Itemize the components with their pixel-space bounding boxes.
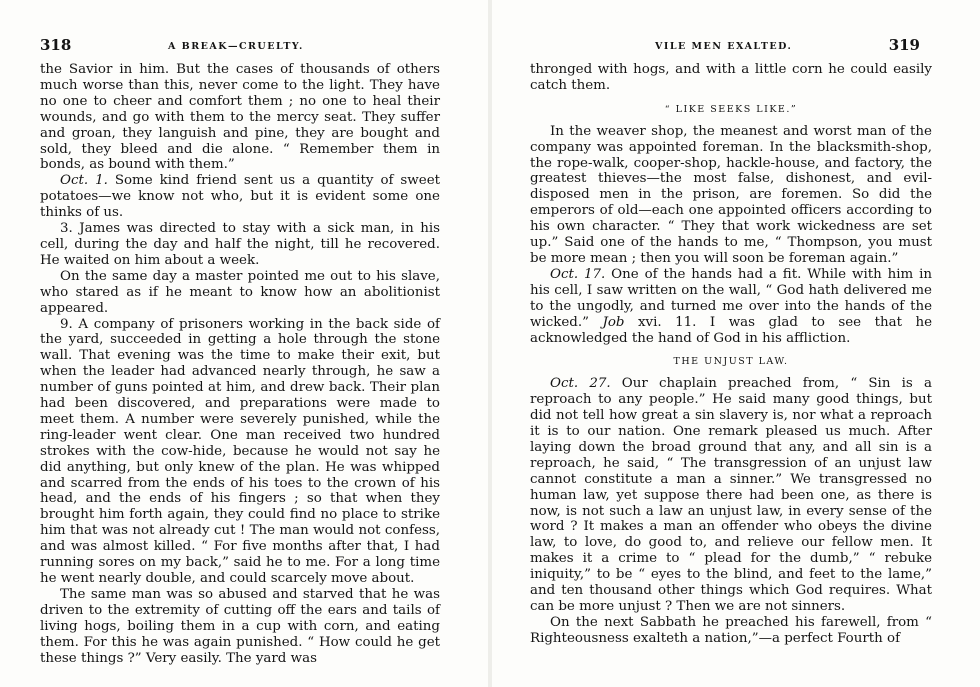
right-running-head: VILE MEN EXALTED. (655, 41, 793, 52)
right-page-body (530, 62, 932, 647)
entry-date: Oct. 17. (550, 266, 606, 282)
paragraph (40, 173, 440, 221)
paragraph-text: One of the hands had a fit. While with him in his cell, I saw written on the wall, “ God hath delivered me to the ungodly, and turned me over into the hands of the wicked.” (530, 266, 932, 330)
entry-date: Oct. 1. (60, 173, 108, 189)
entry-date: Oct. 27. (550, 376, 611, 392)
scripture-reference: Job (602, 314, 625, 330)
paragraph: thronged with hogs, and with a little corn he could easily catch them. (530, 62, 932, 93)
right-page (490, 0, 980, 687)
left-page-header (0, 36, 490, 58)
paragraph: 9. A company of prisoners working in the back side of the yard, succeeded in getting a hole through the stone wall. That evening was the time to make their exit, but when the leader had advanced nearly through, he saw a number of guns pointed at him, and drew back. Their plan had been discovered, and preparations were made to meet them. A number were severely punished, while the ring-leader went clear. One man received two hundred strokes with the cow-hide, because he would not say he did anything, but only knew of the plan. He was whipped and scarred from the ends of his toes to the crown of his head, and the ends of his fingers ; so that when they brought him forth again, they could find no place to strike him that was not already cut ! The man would not confess, and was almost killed. “ For five months after that, I had running sores on my back,” said he to me. For a long time he went nearly double, and could scarcely move about. (40, 316, 440, 586)
paragraph (530, 376, 932, 615)
paragraph-text: xvi. 11. I was glad to see that he acknowledged the hand of God in his affliction. (530, 314, 933, 346)
paragraph: On the next Sabbath he preached his farewell, from “ Righteousness exalteth a nation,”—a perfect Fourth of (530, 614, 932, 646)
section-heading: “ LIKE SEEKS LIKE.” (664, 103, 798, 115)
paragraph: 3. James was directed to stay with a sick man, in his cell, during the day and half the night, till he recovered. He waited on him about a week. (40, 221, 440, 268)
left-running-head: A BREAK—CRUELTY. (168, 41, 304, 52)
paragraph (530, 267, 932, 347)
right-page-number: 319 (888, 36, 920, 54)
right-page-header (490, 36, 980, 58)
paragraph-text: Some kind friend sent us a quantity of sweet potatoes—we know not who, but it is evident some one thinks of us. (40, 173, 440, 221)
left-page-number: 318 (40, 36, 72, 54)
paragraph-text: Our chaplain preached from, “ Sin is a reproach to any people.” He said many good things, but did not tell how great a sin slavery is, nor what a reproach it is to our nation. One remark pleased us much. After laying down the broad ground that any, and all sin is a reproach, he said, “ The transgression of an unjust law cannot constitute a man a sinner.” We transgressed no human law, yet suppose there had been one, as there is now, is not such a law an unjust law, in every sense of the word ? It makes a man an offender who obeys the divine law, to love, do good to, and relieve our fellow men. It makes it a crime to “ plead for the dumb,” “ rebuke iniquity,” to be “ eyes to the blind, and feet to the lame,” and ten thousand other things which God requires. What can be more unjust ? Then we are not sinners. (530, 376, 932, 614)
paragraph: The same man was so abused and starved that he was driven to the extremity of cutting off the ears and tails of living hogs, boiling them in a cup with corn, and eating them. For this he was again punished. “ How could he get these things ?” Very easily. The yard was (40, 586, 440, 666)
paragraph: the Savior in him. But the cases of thousands of others much worse than this, never come to the light. They have no one to cheer and comfort them ; no one to heal their wounds, and go with them to the mercy seat. They suffer and groan, they languish and pine, they are bought and sold, they bleed and die alone. “ Remember them in bonds, as bound with them.” (40, 62, 440, 173)
paragraph: In the weaver shop, the meanest and worst man of the company was appointed foreman. In the blacksmith-shop, the rope-walk, cooper-shop, hackle-house, and factory, the greatest thieves—the most false, dishonest, and evil-disposed men in the prison, are foremen. So did the emperors of old—each one appointed officers according to his own character. “ They that work wickedness are set up.” Said one of the hands to me, “ Thompson, you must be more mean ; then you will soon be foreman again.” (530, 123, 932, 266)
section-heading: THE UNJUST LAW. (673, 356, 789, 368)
left-page-body (40, 62, 440, 666)
paragraph: On the same day a master pointed me out to his slave, who stared as if he meant to know how an abolitionist appeared. (40, 268, 440, 316)
